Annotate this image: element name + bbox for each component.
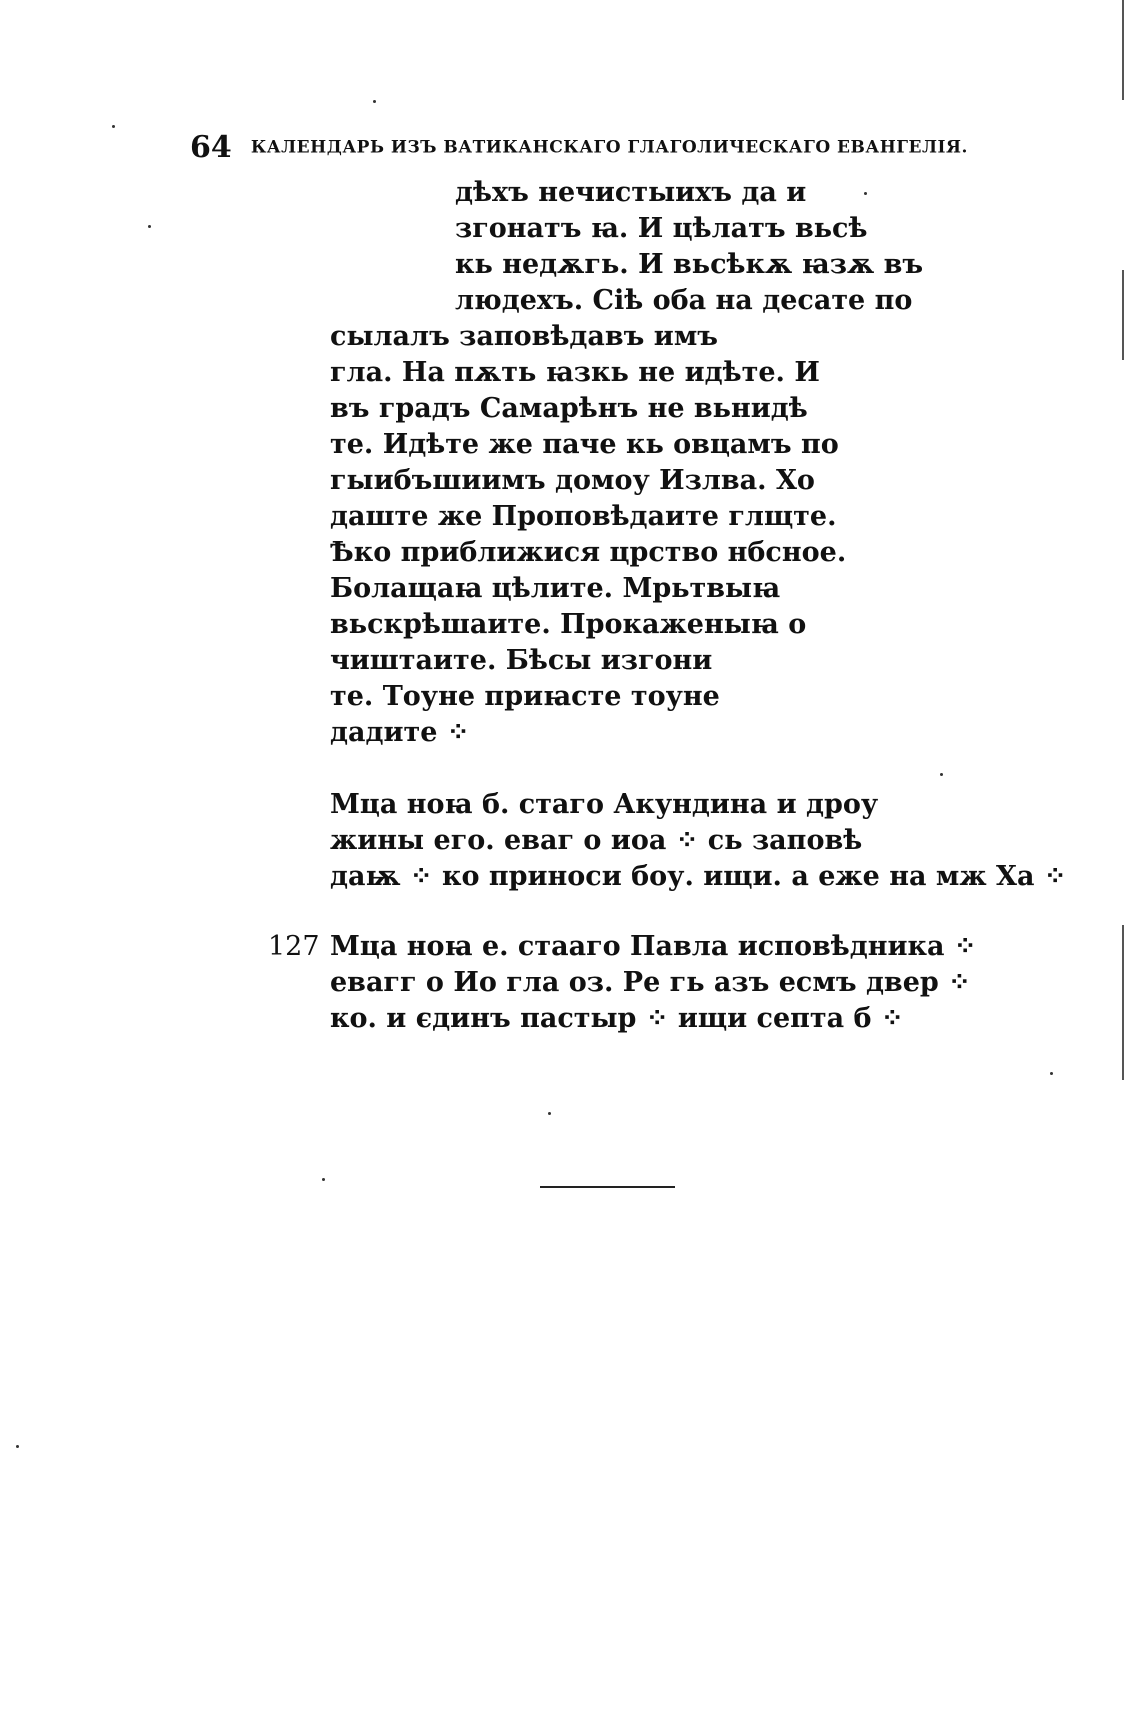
entry-line: ко. и єдинъ пастыр ⁘ ищи септа б ⁘ — [330, 1003, 904, 1034]
scan-edge-line — [1122, 0, 1124, 100]
scan-speck — [940, 773, 943, 776]
scan-speck — [322, 1178, 325, 1181]
scan-speck — [1050, 1072, 1053, 1075]
passage-line: гла. На пѫть ꙗзкь не идѣте. И — [330, 357, 820, 388]
passage-line: те. Идѣте же паче кь овцамъ по — [330, 429, 839, 460]
passage-line: Ѣко приближися црство нбсное. — [330, 537, 847, 568]
scan-speck — [548, 1112, 551, 1115]
closing-rule — [540, 1186, 675, 1188]
passage-line: дѣхъ нечистыихъ да и — [455, 177, 807, 208]
passage-line: въ градъ Самарѣнъ не вьнидѣ — [330, 393, 808, 424]
passage-line: Болащаꙗ цѣлите. Мрьтвыꙗ — [330, 573, 781, 604]
passage-line: згонатъ ꙗ. И цѣлатъ вьсѣ — [455, 213, 868, 244]
entry-line: Мца ноꙗ е. стааго Павла исповѣдника ⁘ — [330, 931, 977, 962]
entry-line: жины его. еваг о иоа ⁘ сь заповѣ — [330, 825, 863, 856]
page-number: 64 — [190, 130, 232, 165]
scan-edge-line — [1122, 1000, 1124, 1080]
scan-speck — [112, 125, 115, 128]
scan-speck — [373, 100, 376, 103]
entry-line: даѭ ⁘ ко приноси боу. ищи. а еже на мж Ха ⁘ — [330, 861, 1067, 892]
entry-line: евагг о Ио гла оз. Ре гь азъ есмъ двер ⁘ — [330, 967, 971, 998]
entry-number: 127 — [268, 931, 320, 962]
passage-line: дадите ⁘ — [330, 717, 470, 748]
page-header — [190, 130, 970, 170]
scan-edge-line — [1122, 270, 1124, 360]
passage-line: даште же Проповѣдаите глщте. — [330, 501, 837, 532]
passage-line: чиштаите. Бѣсы изгони — [330, 645, 713, 676]
passage-line: сылалъ заповѣдавъ имъ — [330, 321, 718, 352]
passage-line: гыибъшиимъ домоу Излва. Хо — [330, 465, 815, 496]
scan-speck — [148, 225, 151, 228]
passage-line: вьскрѣшаите. Прокаженыꙗ о — [330, 609, 807, 640]
passage-line: кь недѫгь. И вьсѣкѫ ꙗзѫ въ — [455, 249, 924, 280]
entry-line: Мца ноꙗ б. стаго Акундина и дроу — [330, 789, 879, 820]
scan-speck — [864, 192, 867, 195]
running-title: КАЛЕНДАРЬ ИЗЪ ВАТИКАНСКАГО ГЛАГОЛИЧЕСКАГО ЕВАНГЕЛІЯ. — [250, 137, 968, 158]
passage-line: те. Тоуне приꙗсте тоуне — [330, 681, 720, 712]
scan-speck — [16, 1445, 19, 1448]
passage-line: людехъ. Сіѣ оба на десате по — [455, 285, 913, 316]
